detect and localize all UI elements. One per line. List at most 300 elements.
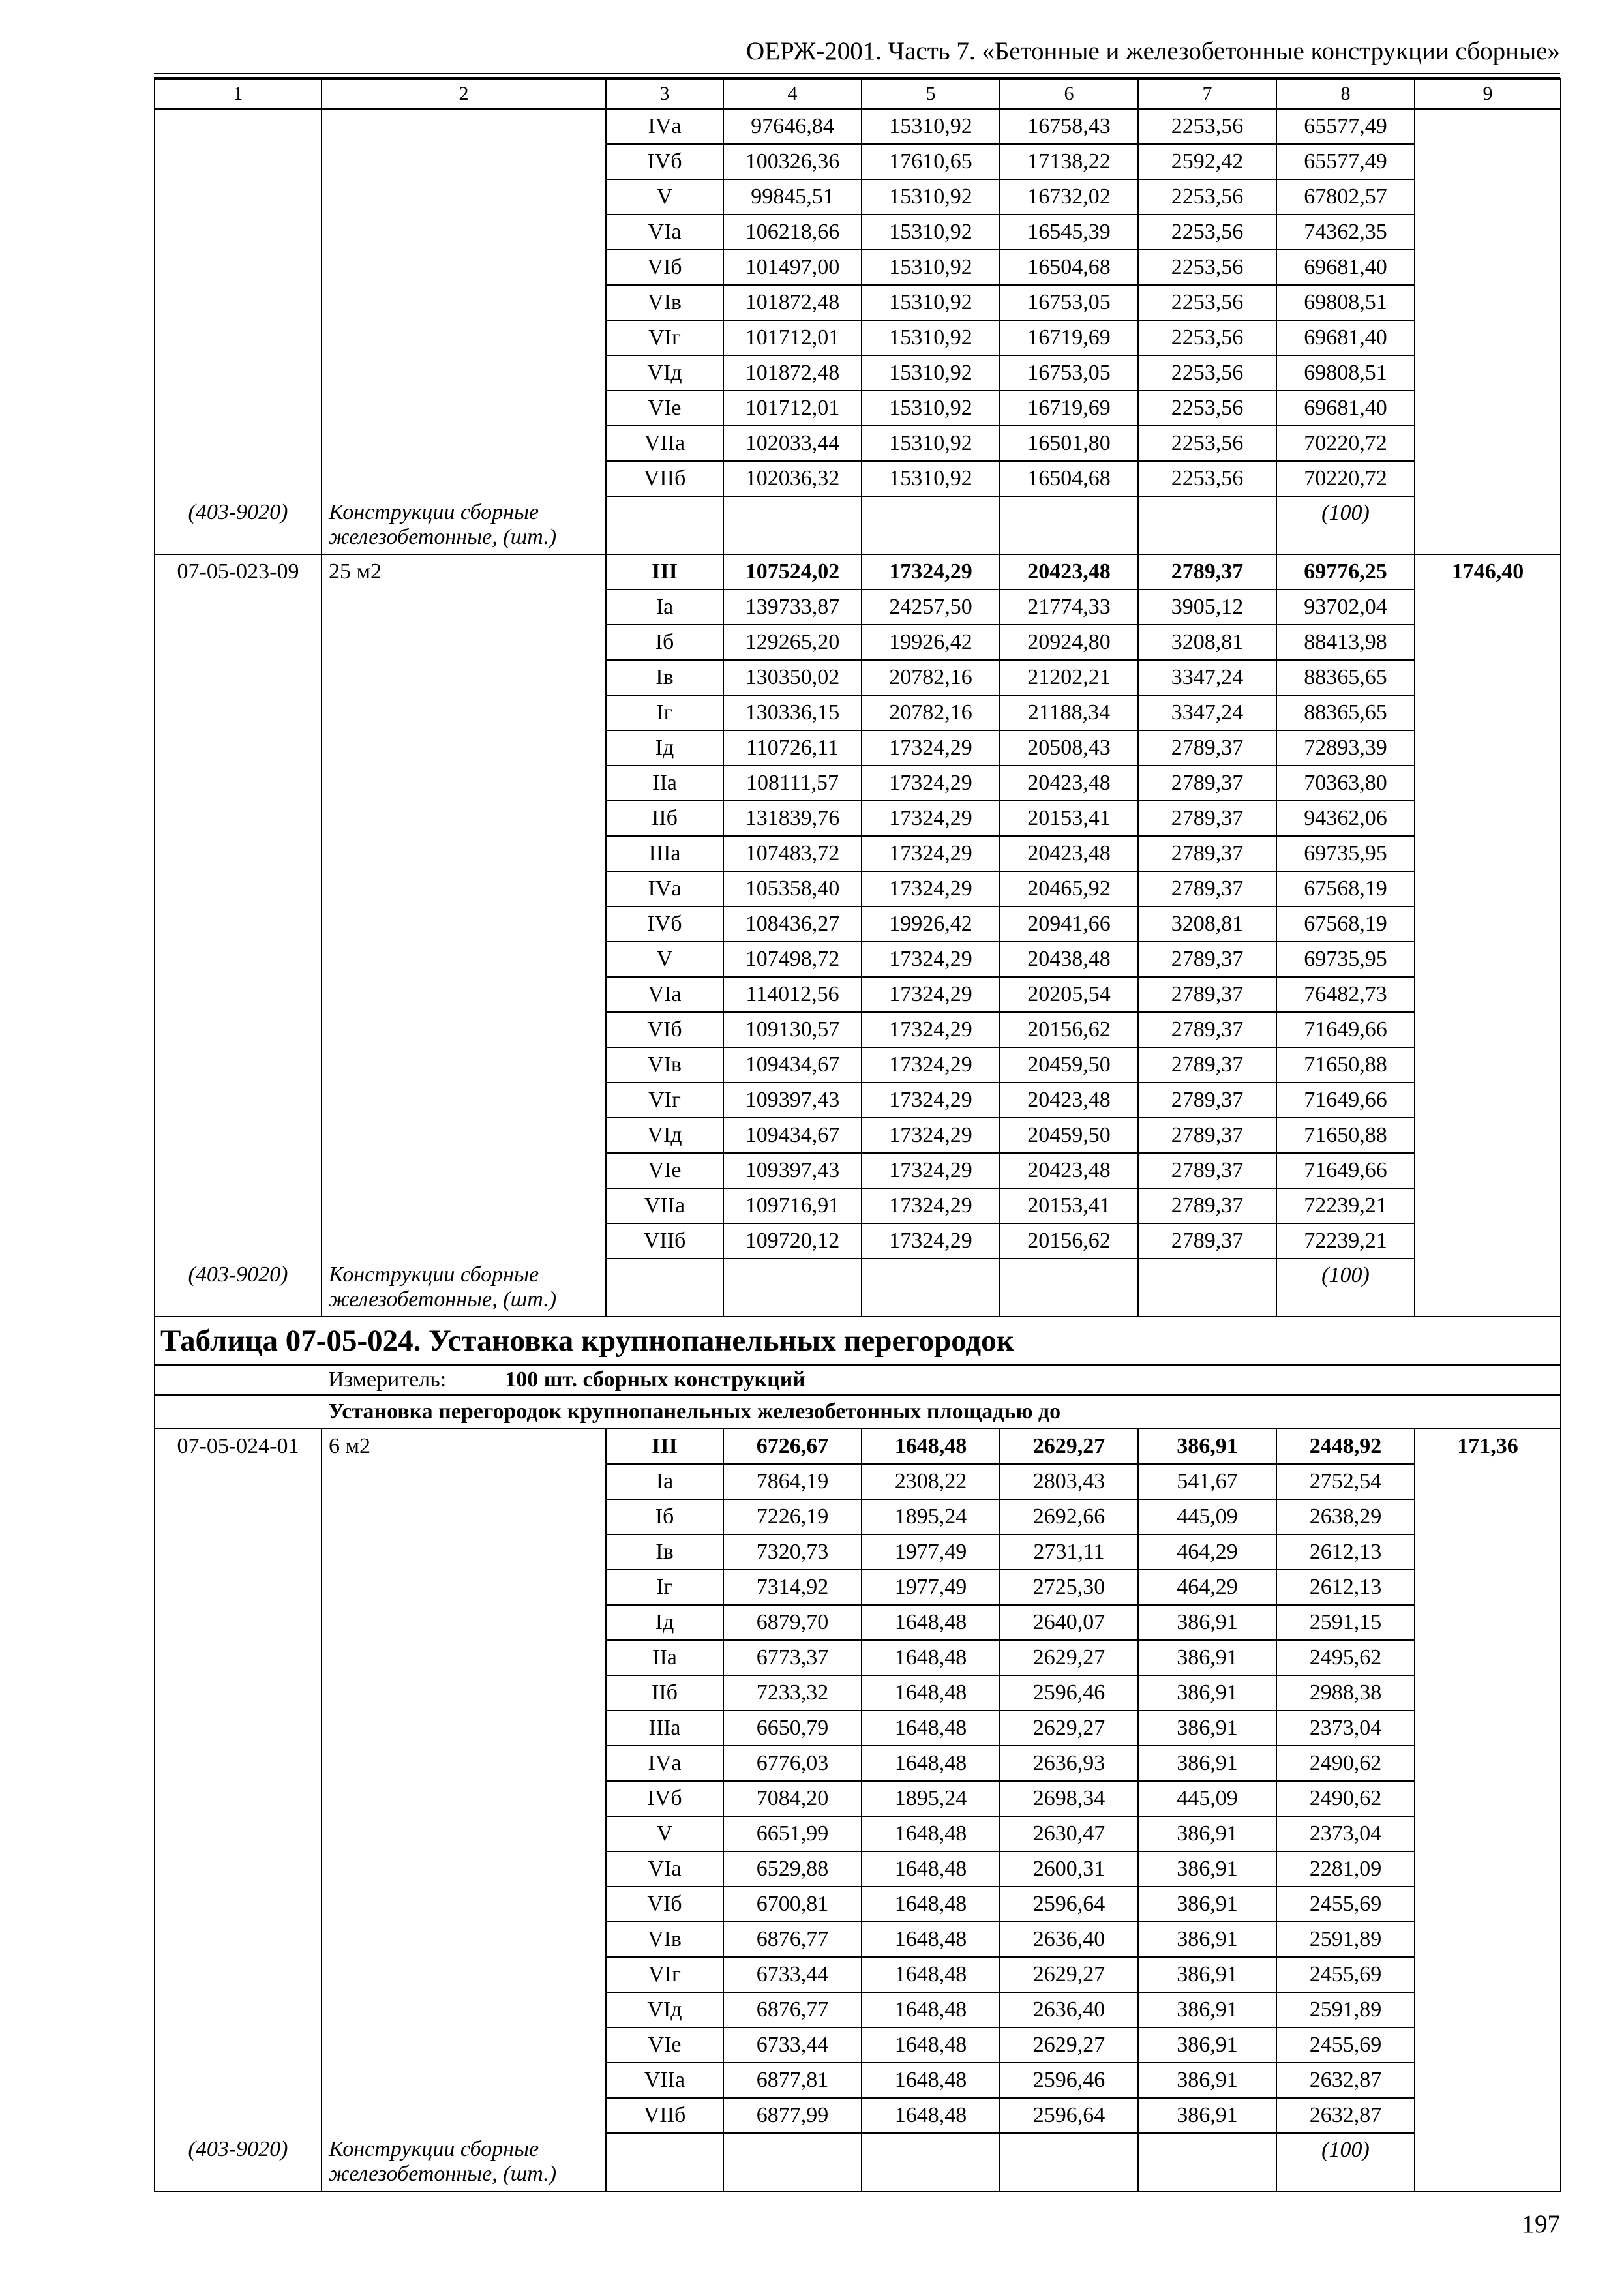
value-cell: 16504,68: [1000, 461, 1138, 496]
zone-cell: IVа: [606, 871, 723, 906]
value-cell: 74362,35: [1276, 215, 1415, 250]
resource-code-cell: [155, 1499, 322, 1534]
resource-code-cell: [155, 179, 322, 215]
value-cell: 2592,42: [1138, 144, 1276, 179]
resource-code-cell: 07-05-024-01: [155, 1429, 322, 1464]
empty-cell: [1000, 2133, 1138, 2191]
resource-code-cell: [155, 1746, 322, 1781]
value-cell: 20459,50: [1000, 1047, 1138, 1083]
value-cell: 20423,48: [1000, 766, 1138, 801]
value-cell: 69681,40: [1276, 250, 1415, 285]
value-cell: 2373,04: [1276, 1816, 1415, 1851]
value-cell: 2789,37: [1138, 801, 1276, 836]
value-cell: 2789,37: [1138, 871, 1276, 906]
value-cell: 69808,51: [1276, 285, 1415, 320]
empty-cell: [1415, 496, 1561, 554]
column-number: 8: [1276, 79, 1415, 109]
measure-value: 100 шт. сборных конструкций: [505, 1368, 805, 1392]
value-cell: 20459,50: [1000, 1118, 1138, 1153]
value-cell: 6773,37: [723, 1640, 862, 1675]
column-number: 9: [1415, 79, 1561, 109]
value-cell: 65577,49: [1276, 109, 1415, 144]
value-cell: 2591,15: [1276, 1605, 1415, 1640]
value-cell: 21774,33: [1000, 590, 1138, 625]
total-cell: [1415, 1781, 1561, 1816]
value-cell: 2629,27: [1000, 1429, 1138, 1464]
column-number: 5: [862, 79, 1000, 109]
column-number: 6: [1000, 79, 1138, 109]
zone-cell: VIа: [606, 977, 723, 1012]
zone-cell: IIб: [606, 1675, 723, 1711]
resource-name-cell: [322, 801, 606, 836]
value-cell: 2731,11: [1000, 1534, 1138, 1570]
value-cell: 16753,05: [1000, 285, 1138, 320]
value-cell: 6879,70: [723, 1605, 862, 1640]
zone-cell: Iа: [606, 1464, 723, 1499]
page-number: 197: [1522, 2210, 1560, 2238]
resource-code-cell: [155, 1781, 322, 1816]
value-cell: 19926,42: [862, 625, 1000, 660]
value-cell: 1648,48: [862, 1746, 1000, 1781]
resource-name-cell: [322, 660, 606, 695]
zone-cell: Iг: [606, 1570, 723, 1605]
value-cell: 107524,02: [723, 554, 862, 590]
resource-code-cell: [155, 320, 322, 355]
value-cell: 67568,19: [1276, 906, 1415, 942]
value-cell: 2632,87: [1276, 2063, 1415, 2098]
resource-name-cell: [322, 426, 606, 461]
table-row: [155, 1922, 1561, 1957]
table-row: [155, 1188, 1561, 1223]
empty-cell: [1138, 496, 1276, 554]
resource-name-cell: [322, 179, 606, 215]
zone-cell: V: [606, 1816, 723, 1851]
value-cell: 20438,48: [1000, 942, 1138, 977]
resource-name-cell: [322, 1534, 606, 1570]
zone-cell: Iд: [606, 1605, 723, 1640]
value-cell: 71650,88: [1276, 1047, 1415, 1083]
table-row: [155, 1992, 1561, 2027]
value-cell: 69681,40: [1276, 320, 1415, 355]
value-cell: 2281,09: [1276, 1851, 1415, 1887]
value-cell: 17324,29: [862, 766, 1000, 801]
value-cell: 100326,36: [723, 144, 862, 179]
value-cell: 20153,41: [1000, 801, 1138, 836]
value-cell: 2789,37: [1138, 554, 1276, 590]
table-row: [155, 2027, 1561, 2063]
value-cell: 131839,76: [723, 801, 862, 836]
value-cell: 2789,37: [1138, 1223, 1276, 1259]
value-cell: 3347,24: [1138, 695, 1276, 730]
zone-cell: VIIб: [606, 1223, 723, 1259]
value-cell: 2253,56: [1138, 461, 1276, 496]
value-cell: 105358,40: [723, 871, 862, 906]
value-cell: 15310,92: [862, 426, 1000, 461]
value-cell: 108111,57: [723, 766, 862, 801]
total-cell: [1415, 1957, 1561, 1992]
value-cell: 386,91: [1138, 2027, 1276, 2063]
resource-name-cell: [322, 836, 606, 871]
table-row: [155, 320, 1561, 355]
zone-cell: VIг: [606, 1083, 723, 1118]
value-cell: 2253,56: [1138, 109, 1276, 144]
material-qty: (100): [1276, 1259, 1415, 1317]
resource-code-cell: [155, 2098, 322, 2133]
value-cell: 20941,66: [1000, 906, 1138, 942]
total-cell: [1415, 2098, 1561, 2133]
resource-code-cell: [155, 1153, 322, 1188]
value-cell: 88365,65: [1276, 695, 1415, 730]
value-cell: 72239,21: [1276, 1223, 1415, 1259]
value-cell: 17324,29: [862, 1047, 1000, 1083]
zone-cell: IIIа: [606, 1711, 723, 1746]
total-cell: [1415, 1887, 1561, 1922]
value-cell: 17324,29: [862, 836, 1000, 871]
value-cell: 129265,20: [723, 625, 862, 660]
resource-name-cell: [322, 1816, 606, 1851]
table-row: [155, 1887, 1561, 1922]
value-cell: 2629,27: [1000, 1957, 1138, 1992]
value-cell: 2632,87: [1276, 2098, 1415, 2133]
resource-code-cell: [155, 1851, 322, 1887]
value-cell: 17324,29: [862, 871, 1000, 906]
table-row: [155, 766, 1561, 801]
resource-name-cell: [322, 1499, 606, 1534]
value-cell: 20153,41: [1000, 1188, 1138, 1223]
value-cell: 386,91: [1138, 1640, 1276, 1675]
value-cell: 109720,12: [723, 1223, 862, 1259]
total-cell: [1415, 426, 1561, 461]
total-cell: [1415, 2063, 1561, 2098]
resource-name-cell: [322, 1605, 606, 1640]
resource-name-cell: [322, 1153, 606, 1188]
resource-code-cell: [155, 1012, 322, 1047]
value-cell: 1648,48: [862, 2098, 1000, 2133]
resource-name-cell: [322, 730, 606, 766]
zone-cell: VIа: [606, 1851, 723, 1887]
rates-table: [154, 78, 1561, 2192]
total-cell: [1415, 1992, 1561, 2027]
value-cell: 2448,92: [1276, 1429, 1415, 1464]
resource-code-cell: [155, 871, 322, 906]
column-number: 2: [322, 79, 606, 109]
value-cell: 2490,62: [1276, 1746, 1415, 1781]
value-cell: 109716,91: [723, 1188, 862, 1223]
value-cell: 17324,29: [862, 942, 1000, 977]
resource-code-cell: [155, 766, 322, 801]
value-cell: 88413,98: [1276, 625, 1415, 660]
resource-code-cell: [155, 1605, 322, 1640]
value-cell: 15310,92: [862, 179, 1000, 215]
value-cell: 1977,49: [862, 1570, 1000, 1605]
material-name: Конструкции сборные железобетонные, (шт.): [322, 2133, 606, 2191]
value-cell: 386,91: [1138, 1887, 1276, 1922]
value-cell: 2640,07: [1000, 1605, 1138, 1640]
resource-name-cell: [322, 1188, 606, 1223]
empty-cell: [1138, 2133, 1276, 2191]
value-cell: 7864,19: [723, 1464, 862, 1499]
value-cell: 102033,44: [723, 426, 862, 461]
resource-name-cell: [322, 285, 606, 320]
zone-cell: Iа: [606, 590, 723, 625]
resource-name-cell: [322, 215, 606, 250]
value-cell: 109434,67: [723, 1047, 862, 1083]
value-cell: 6529,88: [723, 1851, 862, 1887]
value-cell: 15310,92: [862, 320, 1000, 355]
column-number: 7: [1138, 79, 1276, 109]
value-cell: 2596,46: [1000, 2063, 1138, 2098]
zone-cell: VIг: [606, 320, 723, 355]
resource-name-cell: [322, 1851, 606, 1887]
zone-cell: IIа: [606, 766, 723, 801]
value-cell: 2596,64: [1000, 1887, 1138, 1922]
value-cell: 1648,48: [862, 2027, 1000, 2063]
zone-cell: IVб: [606, 1781, 723, 1816]
value-cell: 386,91: [1138, 2098, 1276, 2133]
resource-name-cell: [322, 2098, 606, 2133]
zone-cell: VIе: [606, 391, 723, 426]
value-cell: 2253,56: [1138, 426, 1276, 461]
resource-name-cell: [322, 250, 606, 285]
value-cell: 17324,29: [862, 730, 1000, 766]
total-cell: [1415, 695, 1561, 730]
resource-code-cell: [155, 355, 322, 391]
resource-code-cell: [155, 1223, 322, 1259]
header-rule: [154, 73, 1560, 74]
table-row: [155, 1118, 1561, 1153]
material-footer-row: [155, 2133, 1561, 2191]
zone-cell: VIг: [606, 1957, 723, 1992]
total-cell: [1415, 730, 1561, 766]
value-cell: 1648,48: [862, 1711, 1000, 1746]
empty-cell: [155, 1395, 322, 1429]
value-cell: 3208,81: [1138, 906, 1276, 942]
table-row: [155, 1957, 1561, 1992]
zone-cell: IIIа: [606, 836, 723, 871]
value-cell: 72893,39: [1276, 730, 1415, 766]
resource-code-cell: [155, 625, 322, 660]
value-cell: 1648,48: [862, 1957, 1000, 1992]
zone-cell: IIа: [606, 1640, 723, 1675]
value-cell: 2629,27: [1000, 2027, 1138, 2063]
total-cell: 171,36: [1415, 1429, 1561, 1464]
table-row: [155, 391, 1561, 426]
resource-code-cell: [155, 1188, 322, 1223]
table-row: [155, 801, 1561, 836]
value-cell: 71649,66: [1276, 1083, 1415, 1118]
value-cell: 21202,21: [1000, 660, 1138, 695]
resource-name-cell: [322, 320, 606, 355]
resource-name-cell: [322, 1887, 606, 1922]
value-cell: 109434,67: [723, 1118, 862, 1153]
value-cell: 16719,69: [1000, 320, 1138, 355]
value-cell: 1648,48: [862, 1640, 1000, 1675]
measure-row: [155, 1365, 1561, 1395]
total-cell: [1415, 1922, 1561, 1957]
value-cell: 6733,44: [723, 1957, 862, 1992]
total-cell: [1415, 1640, 1561, 1675]
value-cell: 16501,80: [1000, 426, 1138, 461]
zone-cell: IVа: [606, 1746, 723, 1781]
total-cell: [1415, 660, 1561, 695]
value-cell: 71649,66: [1276, 1153, 1415, 1188]
zone-cell: Iд: [606, 730, 723, 766]
table-row: [155, 215, 1561, 250]
value-cell: 386,91: [1138, 1746, 1276, 1781]
value-cell: 445,09: [1138, 1499, 1276, 1534]
value-cell: 2789,37: [1138, 1012, 1276, 1047]
total-cell: [1415, 590, 1561, 625]
value-cell: 20465,92: [1000, 871, 1138, 906]
value-cell: 386,91: [1138, 1429, 1276, 1464]
resource-name-cell: [322, 1922, 606, 1957]
zone-cell: VIе: [606, 1153, 723, 1188]
empty-cell: [1415, 1259, 1561, 1317]
value-cell: 101497,00: [723, 250, 862, 285]
value-cell: 109130,57: [723, 1012, 862, 1047]
table-row: [155, 660, 1561, 695]
value-cell: 2789,37: [1138, 1153, 1276, 1188]
table-row: [155, 1711, 1561, 1746]
resource-code-cell: [155, 1464, 322, 1499]
column-number: 4: [723, 79, 862, 109]
value-cell: 16719,69: [1000, 391, 1138, 426]
empty-cell: [723, 2133, 862, 2191]
table-row: [155, 2063, 1561, 2098]
value-cell: 65577,49: [1276, 144, 1415, 179]
value-cell: 20782,16: [862, 660, 1000, 695]
resource-name-cell: [322, 1118, 606, 1153]
total-cell: [1415, 250, 1561, 285]
material-name: Конструкции сборные железобетонные, (шт.): [322, 496, 606, 554]
value-cell: 20423,48: [1000, 1153, 1138, 1188]
value-cell: 17138,22: [1000, 144, 1138, 179]
value-cell: 7226,19: [723, 1499, 862, 1534]
value-cell: 2636,93: [1000, 1746, 1138, 1781]
resource-name-cell: [322, 109, 606, 144]
value-cell: 2789,37: [1138, 1118, 1276, 1153]
rates-table-body: [155, 79, 1561, 2191]
resource-code-cell: [155, 215, 322, 250]
value-cell: 20423,48: [1000, 554, 1138, 590]
value-cell: 2789,37: [1138, 977, 1276, 1012]
value-cell: 20782,16: [862, 695, 1000, 730]
empty-cell: [606, 2133, 723, 2191]
zone-cell: IVб: [606, 144, 723, 179]
value-cell: 3905,12: [1138, 590, 1276, 625]
value-cell: 445,09: [1138, 1781, 1276, 1816]
value-cell: 106218,66: [723, 215, 862, 250]
table-row: [155, 1223, 1561, 1259]
value-cell: 15310,92: [862, 215, 1000, 250]
resource-name-cell: [322, 1012, 606, 1047]
subtitle-row: [155, 1395, 1561, 1429]
value-cell: 17324,29: [862, 977, 1000, 1012]
resource-name-cell: 6 м2: [322, 1429, 606, 1464]
value-cell: 7084,20: [723, 1781, 862, 1816]
value-cell: 24257,50: [862, 590, 1000, 625]
value-cell: 2752,54: [1276, 1464, 1415, 1499]
resource-code-cell: [155, 2027, 322, 2063]
zone-cell: VIв: [606, 1047, 723, 1083]
total-cell: [1415, 1047, 1561, 1083]
resource-name-cell: [322, 1992, 606, 2027]
value-cell: 15310,92: [862, 461, 1000, 496]
resource-code-cell: [155, 1816, 322, 1851]
table-row: [155, 1012, 1561, 1047]
zone-cell: VIв: [606, 1922, 723, 1957]
resource-code-cell: [155, 144, 322, 179]
zone-cell: IVа: [606, 109, 723, 144]
resource-code-cell: [155, 730, 322, 766]
resource-code-cell: [155, 942, 322, 977]
value-cell: 114012,56: [723, 977, 862, 1012]
value-cell: 130336,15: [723, 695, 862, 730]
value-cell: 6877,99: [723, 2098, 862, 2133]
table-row: [155, 1675, 1561, 1711]
table-row: [155, 1429, 1561, 1464]
resource-name-cell: [322, 625, 606, 660]
resource-code-cell: [155, 1711, 322, 1746]
total-cell: [1415, 1188, 1561, 1223]
value-cell: 21188,34: [1000, 695, 1138, 730]
value-cell: 2495,62: [1276, 1640, 1415, 1675]
total-cell: [1415, 1746, 1561, 1781]
total-cell: [1415, 285, 1561, 320]
value-cell: 2636,40: [1000, 1992, 1138, 2027]
value-cell: 20423,48: [1000, 1083, 1138, 1118]
zone-cell: Iв: [606, 660, 723, 695]
value-cell: 69735,95: [1276, 942, 1415, 977]
zone-cell: VIIа: [606, 2063, 723, 2098]
value-cell: 2600,31: [1000, 1851, 1138, 1887]
table-row: [155, 1570, 1561, 1605]
zone-cell: VIд: [606, 355, 723, 391]
zone-cell: Iг: [606, 695, 723, 730]
value-cell: 2789,37: [1138, 730, 1276, 766]
resource-name-cell: [322, 391, 606, 426]
value-cell: 2308,22: [862, 1464, 1000, 1499]
zone-cell: VIд: [606, 1992, 723, 2027]
resource-code-cell: [155, 801, 322, 836]
value-cell: 109397,43: [723, 1153, 862, 1188]
value-cell: 2638,29: [1276, 1499, 1415, 1534]
rates-table-container: [154, 78, 1560, 2192]
total-cell: [1415, 942, 1561, 977]
table-row: [155, 942, 1561, 977]
value-cell: 101872,48: [723, 285, 862, 320]
value-cell: 2253,56: [1138, 250, 1276, 285]
value-cell: 2789,37: [1138, 1188, 1276, 1223]
resource-code-cell: [155, 836, 322, 871]
table-row: [155, 977, 1561, 1012]
table-row: [155, 1499, 1561, 1534]
value-cell: 2789,37: [1138, 1047, 1276, 1083]
value-cell: 6651,99: [723, 1816, 862, 1851]
table-row: [155, 355, 1561, 391]
zone-cell: VIIа: [606, 1188, 723, 1223]
value-cell: 15310,92: [862, 355, 1000, 391]
table-row: [155, 1047, 1561, 1083]
total-cell: [1415, 1083, 1561, 1118]
resource-code-cell: [155, 906, 322, 942]
value-cell: 464,29: [1138, 1534, 1276, 1570]
value-cell: 20508,43: [1000, 730, 1138, 766]
table-title-row: [155, 1317, 1561, 1365]
total-cell: [1415, 179, 1561, 215]
value-cell: 139733,87: [723, 590, 862, 625]
empty-cell: [862, 1259, 1000, 1317]
